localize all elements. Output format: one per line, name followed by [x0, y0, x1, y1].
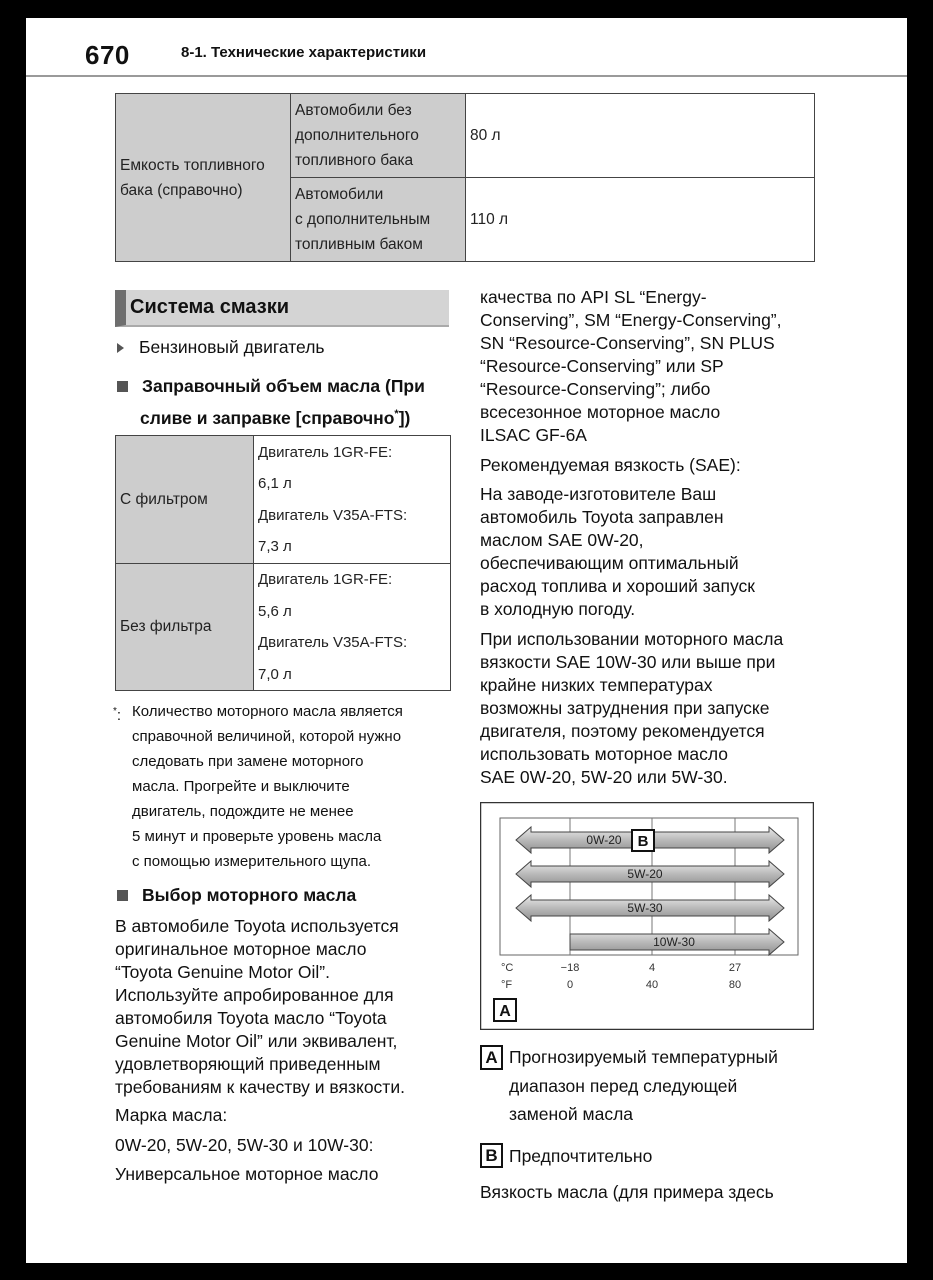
viscosity-label: Рекомендуемая вязкость (SAE): [480, 455, 741, 475]
legend-b-marker: B [480, 1143, 503, 1168]
viscosity-bar-label: 5W-20 [627, 867, 663, 881]
viscosity-bar-label: 5W-30 [627, 901, 663, 915]
legend-a: A Прогнозируемый температурный диапазон перед следующей заменой масла [480, 1043, 880, 1129]
tick-label-c: −18 [560, 962, 580, 974]
oil-choice-paragraph: В автомобиле Toyota используется оригинальное моторное масло “Toyota Genuine Motor Oil”. Используйте апробированное для автомобиля Toyota масло “Toyota Genuine Motor Oil” или эквивалент, удовлетворяющий приведенным требованиям к качеству и вязкости. [115, 916, 405, 1097]
oil-row-label-1: С фильтром [116, 436, 254, 564]
chart-marker-a: A [499, 1003, 511, 1020]
section-title: 8-1. Технические характеристики [181, 44, 427, 61]
fuel-tank-label-line: бака (справочно) [120, 181, 243, 199]
brand-continuation: Универсальное моторное масло [115, 1164, 379, 1184]
square-bullet-icon [117, 381, 128, 392]
tick-label-c: 4 [648, 962, 656, 974]
fuel-tank-table [115, 93, 815, 262]
low-temp-paragraph: При использовании моторного масла вязкости SAE 10W-30 или выше при крайне низких температурах возможны затруднения при запуске двигателя, поэтому рекомендуется использовать моторное масло SAE 0W-20, 5W-20 или 5W-30. [480, 629, 784, 787]
legend-b: B Предпочтительно [480, 1142, 880, 1170]
fuel-condition-1: Автомобили без дополнительного топливного бака [291, 94, 466, 178]
viscosity-chart [480, 802, 814, 1030]
oil-choice-heading: Выбор моторного масла [117, 884, 356, 907]
manual-page [26, 18, 907, 1263]
viscosity-bar-label: 10W-30 [653, 935, 695, 949]
oil-row-label-2: Без фильтра [116, 564, 254, 691]
footnote-marker: *: [113, 706, 122, 724]
engine-type-line: Бензиновый двигатель [117, 336, 325, 359]
brand-value: 0W-20, 5W-20, 5W-30 и 10W-30: [115, 1135, 374, 1155]
oil-row-values-2: Двигатель 1GR-FE: 5,6 л Двигатель V35A-FTS: 7,0 л [254, 564, 451, 691]
triangle-bullet-icon [117, 343, 124, 353]
tick-label-f: 40 [645, 979, 659, 991]
fuel-condition-2: Автомобили с дополнительным топливным баком [291, 178, 466, 262]
axis-unit-c: °C [501, 962, 514, 974]
brand-label: Марка масла: [115, 1105, 228, 1125]
oil-capacity-table [115, 435, 451, 691]
footnote-text: Количество моторного масла является справочной величиной, которой нужно следовать при замене моторного масла. Прогрейте и выключите двигатель, подождите не менее 5 минут и проверьте уровень масла с помощью измерительного щупа. [132, 703, 403, 870]
fuel-value-1: 80 л [466, 94, 815, 178]
oil-row-values-1: Двигатель 1GR-FE: 6,1 л Двигатель V35A-FTS: 7,3 л [254, 436, 451, 564]
preferred-marker-b: B [637, 833, 649, 850]
factory-oil-paragraph: На заводе-изготовителе Ваш автомобиль Toyota заправлен маслом SAE 0W-20, обеспечивающим оптимальный расход топлива и хороший запуск в холодную погоду. [480, 484, 755, 619]
refill-heading: Заправочный объем масла (При сливе и заправке [справочно*]) [117, 372, 425, 432]
fuel-tank-label [116, 94, 291, 262]
legend-a-marker: A [480, 1045, 503, 1070]
tick-label-c: 27 [728, 962, 742, 974]
page-header [26, 18, 907, 77]
viscosity-bar-label: 0W-20 [586, 833, 622, 847]
bottom-text: Вязкость масла (для примера здесь [480, 1182, 774, 1202]
axis-unit-f: °F [501, 979, 513, 991]
square-bullet-icon [117, 890, 128, 901]
api-quality-paragraph: качества по API SL “Energy- Conserving”, SM “Energy-Conserving”, SN “Resource-Conserving”, SN PLUS “Resource-Conserving” или SP “Resource-Conserving”; либо всесезонное моторное масло ILSAC GF-6A [480, 287, 782, 445]
page-number: 670 [85, 40, 130, 70]
lubrication-title: Система смазки [130, 296, 289, 318]
tick-label-f: 80 [728, 979, 742, 991]
lubrication-heading [115, 290, 449, 327]
fuel-value-2: 110 л [466, 178, 815, 262]
fuel-tank-label-line: Емкость топливного [120, 156, 265, 174]
tick-label-f: 0 [566, 979, 574, 991]
